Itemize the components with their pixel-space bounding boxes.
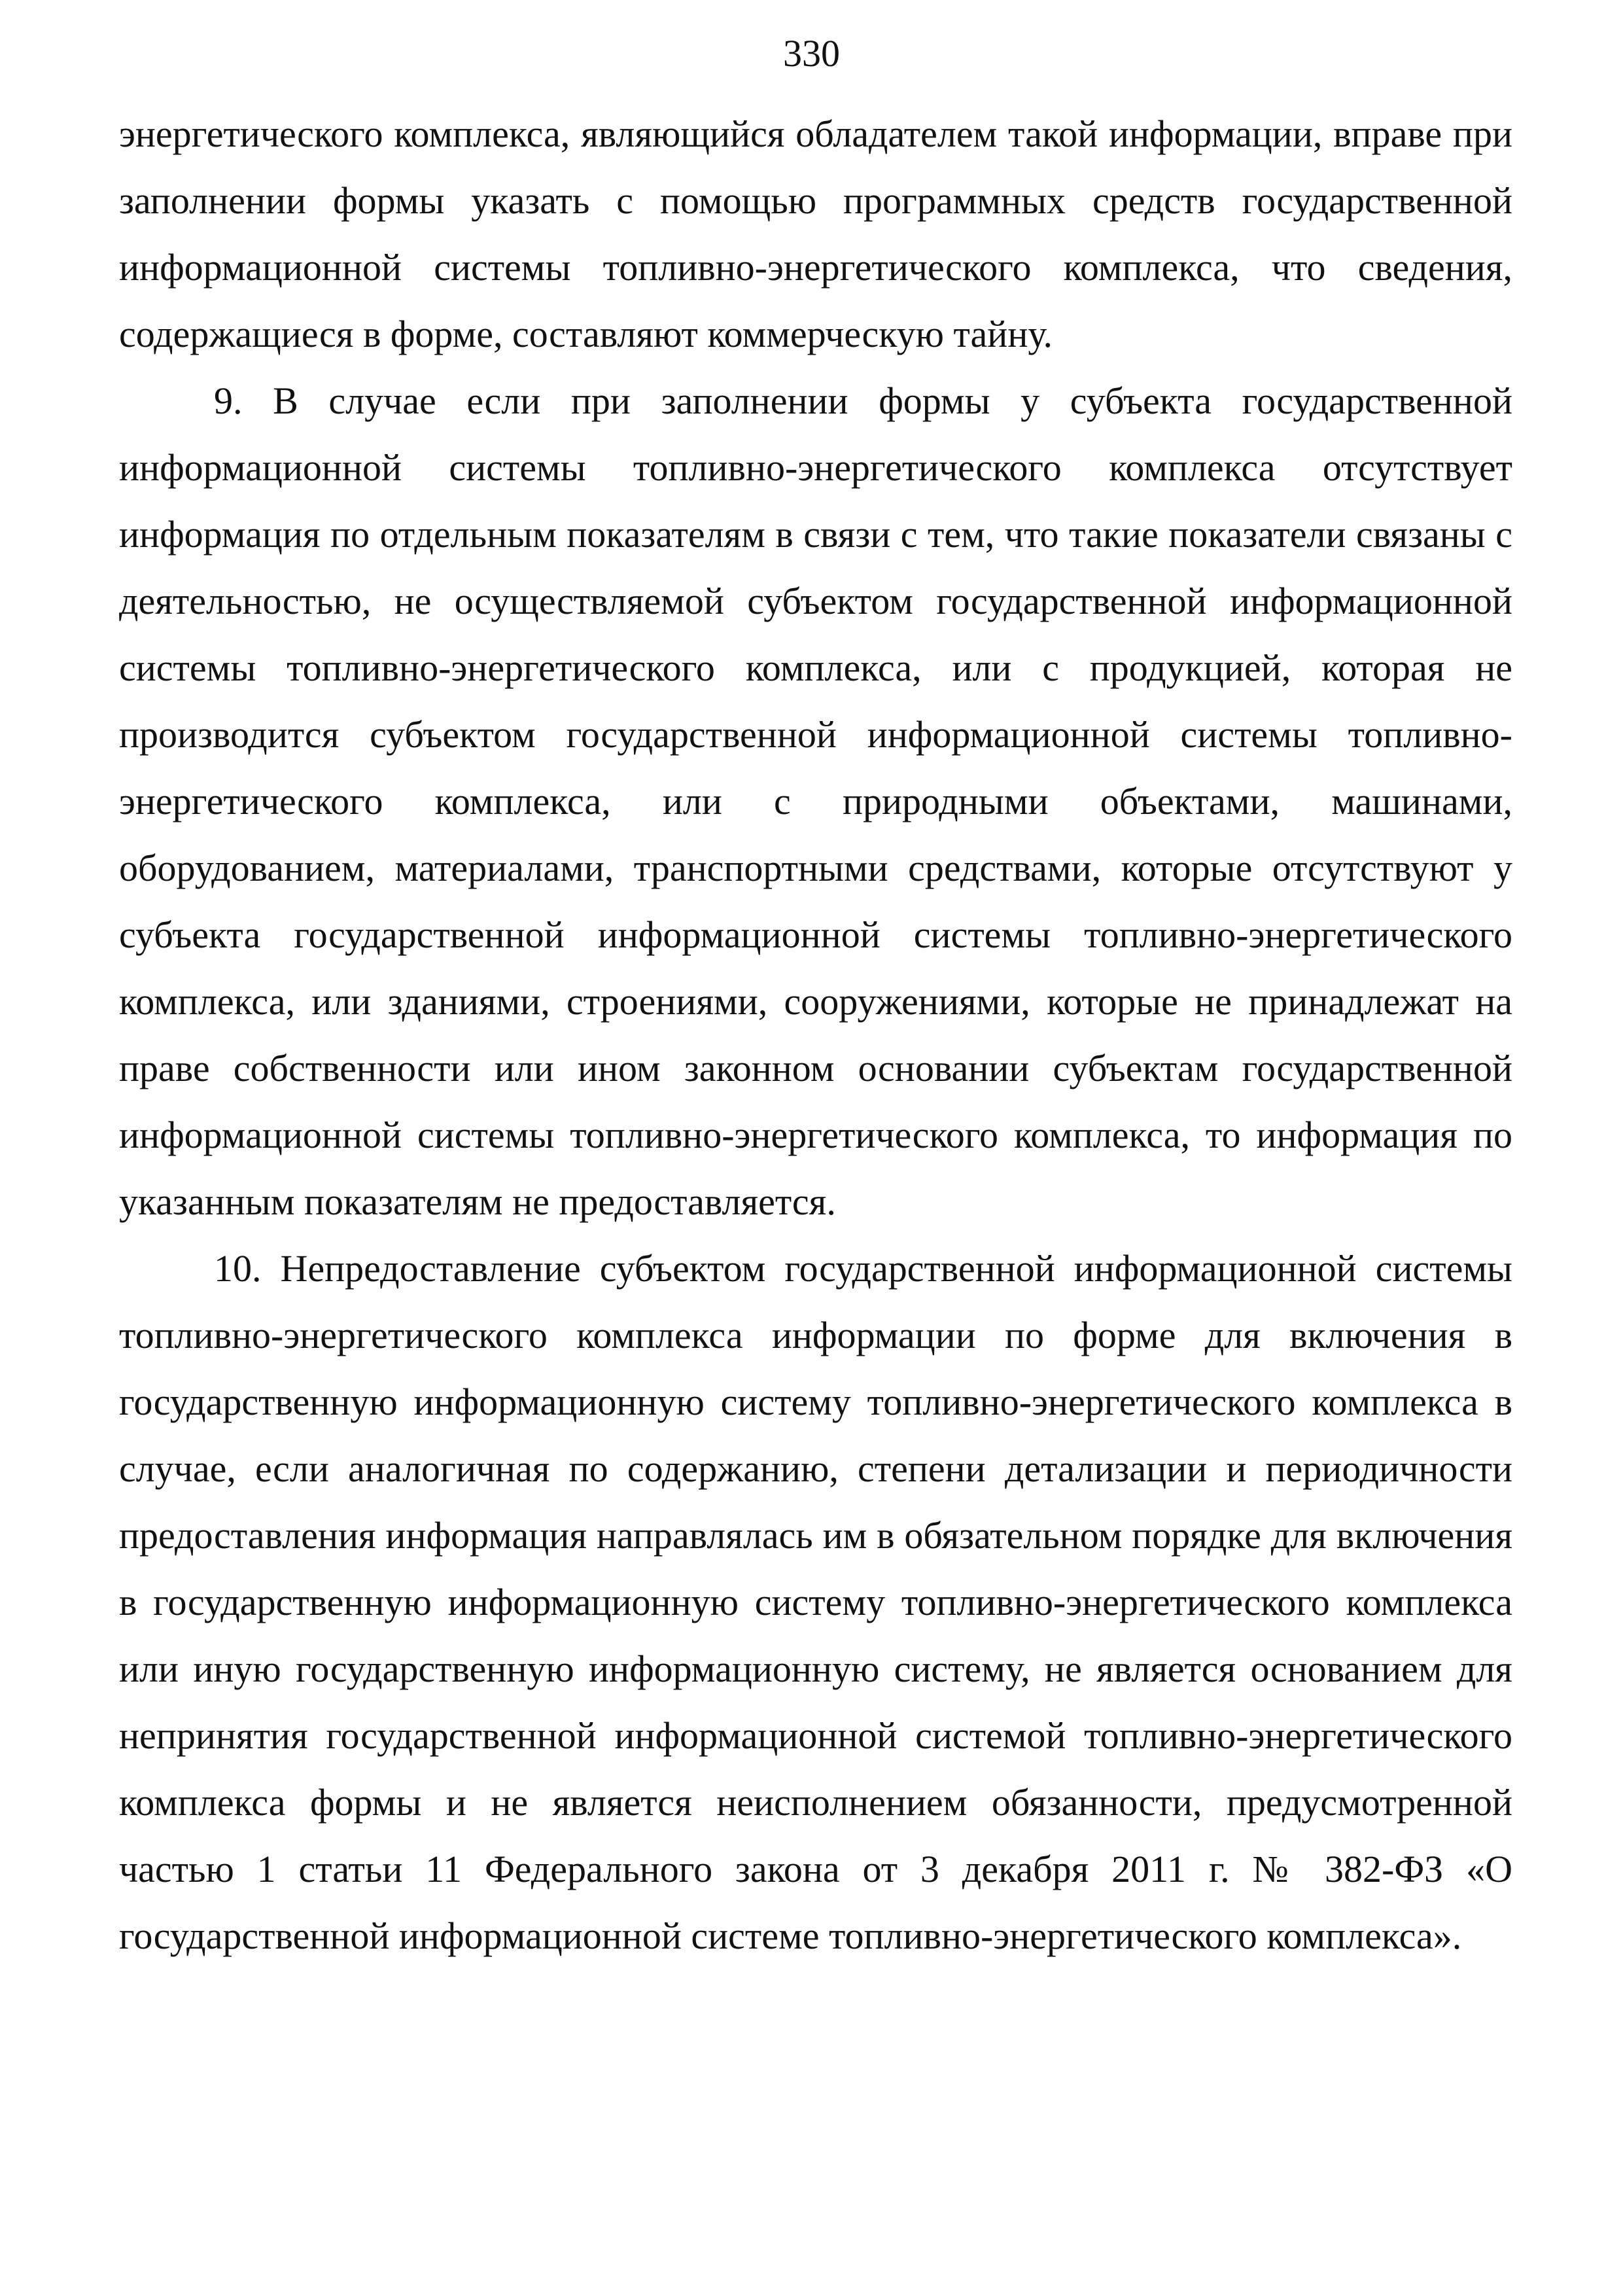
page-number: 330 bbox=[783, 32, 840, 75]
paragraph-continuation: энергетического комплекса, являющийся обладателем такой информации, вправе при заполнении формы указать с помощью программных средств государственной информационной системы топливно-энергетического комплекса, что сведения, содержащиеся в форме, составляют коммерческую тайну. bbox=[119, 113, 1512, 355]
document-body bbox=[119, 101, 1512, 1969]
paragraph-item-9: 9. В случае если при заполнении формы у субъекта государственной информационной системы топливно-энергетического комплекса отсутствует информация по отдельным показателям в связи с тем, что такие показатели связаны с деятельностью, не осуществляемой субъектом государственной информационной системы топливно-энергетического комплекса, или с продукцией, которая не производится субъектом государственной информационной системы топливно-энергетического комплекса, или с природными объектами, машинами, оборудованием, материалами, транспортными средствами, которые отсутствуют у субъекта государственной информационной системы топливно-энергетического комплекса, или зданиями, строениями, сооружениями, которые не принадлежат на праве собственности или ином законном основании субъектам государственной информационной системы топливно-энергетического комплекса, то информация по указанным показателям не предоставляется. bbox=[119, 380, 1512, 1223]
paragraph-item-10: 10. Непредоставление субъектом государственной информационной системы топливно-энергетического комплекса информации по форме для включения в государственную информационную систему топливно-энергетического комплекса в случае, если аналогичная по содержанию, степени детализации и периодичности предоставления информация направлялась им в обязательном порядке для включения в государственную информационную систему топливно-энергетического комплекса или иную государственную информационную систему, не является основанием для непринятия государственной информационной системой топливно-энергетического комплекса формы и не является неисполнением обязанности, предусмотренной частью 1 статьи 11 Федерального закона от 3 декабря 2011 г. № 382-ФЗ «О государственной информационной системе топливно-энергетического комплекса». bbox=[119, 1247, 1512, 1957]
